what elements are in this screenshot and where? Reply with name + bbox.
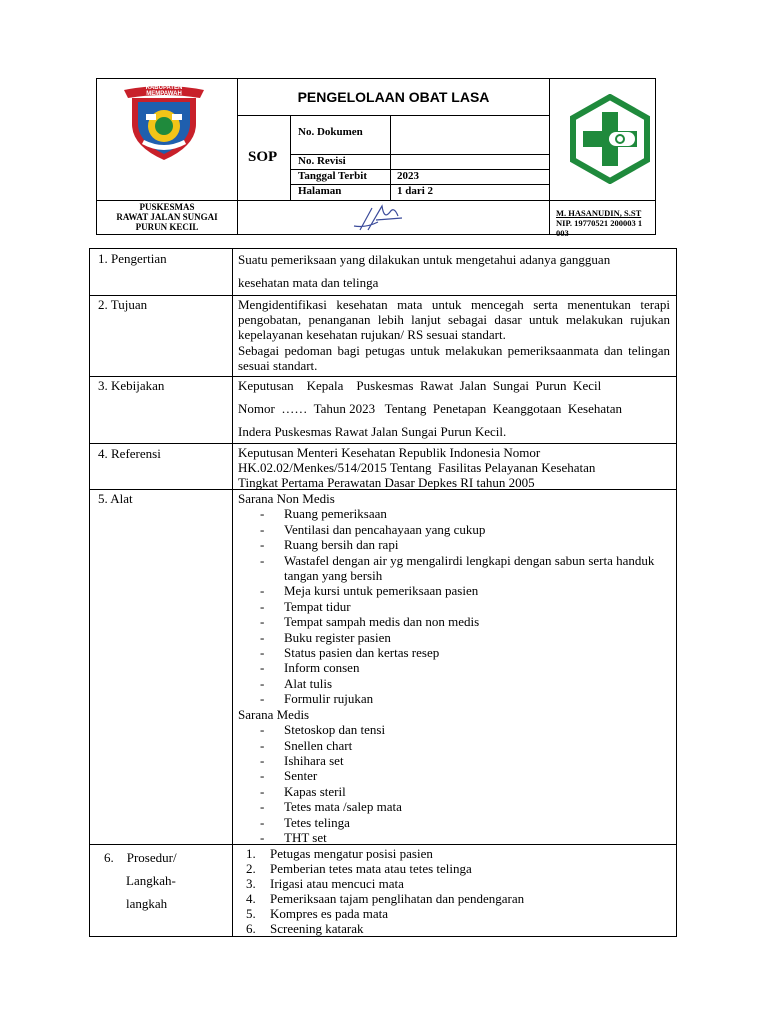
org-line-2: RAWAT JALAN SUNGAI — [116, 212, 218, 222]
tujuan-text-1: Mengidentifikasi kesehatan mata untuk mencegah serta menentukan terapi pengobatan, penanganan lebih lanjut sebagai dasar untuk melakukan rujukan kepelayanan kesehatan rujukan/ RS sesuai standart. — [238, 297, 670, 342]
meta-label-no-dokumen: No. Dokumen — [298, 126, 363, 138]
list-item: - Tempat tidur — [260, 598, 351, 614]
referensi-line-3: Tingkat Pertama Perawatan Dasar Depkes RI tahun 2005 — [238, 475, 535, 490]
list-item: - Buku register pasien — [260, 629, 391, 645]
list-item: - Meja kursi untuk pemeriksaan pasien — [260, 583, 479, 599]
sarana-non-medis-heading: Sarana Non Medis — [238, 491, 335, 506]
org-name — [97, 202, 237, 232]
label-referensi: 4. Referensi — [98, 446, 161, 461]
kebijakan-line-1: Keputusan Kepala Puskesmas Rawat Jalan Sungai Purun Kecil — [238, 378, 602, 393]
document-title: PENGELOLAAN OBAT LASA — [297, 89, 490, 105]
label-kebijakan: 3. Kebijakan — [98, 378, 165, 393]
list-item: - Tetes mata /salep mata — [260, 799, 402, 815]
label-alat: 5. Alat — [98, 491, 133, 506]
list-item: - Ishihara set — [260, 752, 344, 768]
list-item: 6. Screening katarak — [246, 921, 364, 936]
referensi-line-2: HK.02.02/Menkes/514/2015 Tentang Fasilitas Pelayanan Kesehatan — [238, 460, 596, 475]
label-pengertian: 1. Pengertian — [98, 251, 167, 266]
prosedur-list — [238, 846, 670, 936]
list-item: 5. Kompres es pada mata — [246, 906, 389, 921]
meta-label-no-revisi: No. Revisi — [298, 155, 346, 167]
kebijakan-line-3: Indera Puskesmas Rawat Jalan Sungai Purun Kecil. — [238, 424, 507, 439]
list-item: 1. Petugas mengatur posisi pasien — [246, 846, 433, 861]
kebijakan-line-2: Nomor …… Tahun 2023 Tentang Penetapan Keanggotaan Kesehatan — [238, 401, 622, 416]
signer-name: M. HASANUDIN, S.ST — [556, 208, 642, 218]
pengertian-line-1: Suatu pemeriksaan yang dilakukan untuk mengetahui adanya gangguan — [238, 252, 611, 267]
list-item: - Kapas steril — [260, 783, 346, 799]
referensi-line-1: Keputusan Menteri Kesehatan Republik Indonesia Nomor — [238, 445, 541, 460]
list-item: - Snellen chart — [260, 737, 353, 753]
sop-label: SOP — [248, 149, 278, 165]
list-item: - Alat tulis — [260, 675, 333, 691]
sarana-non-medis-list — [238, 506, 670, 706]
org-line-3: PURUN KECIL — [135, 222, 199, 232]
label-prosedur — [104, 846, 177, 915]
list-item: - Formulir rujukan — [260, 691, 374, 707]
list-item: - Ruang pemeriksaan — [260, 506, 387, 522]
label-tujuan: 2. Tujuan — [98, 297, 148, 312]
signature — [350, 202, 410, 234]
list-item: 2. Pemberian tetes mata atau tetes telinga — [246, 861, 472, 876]
sarana-medis-heading: Sarana Medis — [238, 706, 310, 722]
signer-nip: NIP. 19770521 200003 1 003 — [556, 218, 643, 238]
list-item: - Ventilasi dan pencahayaan yang cukup — [260, 521, 486, 537]
pengertian-line-2: kesehatan mata dan telinga — [238, 275, 379, 290]
org-line-1: PUSKESMAS — [139, 202, 195, 212]
signer-block — [556, 208, 656, 238]
meta-label-halaman: Halaman — [298, 185, 342, 197]
list-item: - Stetoskop dan tensi — [260, 722, 386, 738]
meta-label-tanggal-terbit: Tanggal Terbit — [298, 170, 367, 182]
sarana-medis-list — [238, 722, 670, 845]
tujuan-text-2: Sebagai pedoman bagi petugas untuk melakukan pemeriksaanmata dan telingan sesuai standart. — [238, 343, 670, 373]
list-item: - THT set — [260, 829, 327, 845]
list-item: - Tetes telinga — [260, 814, 350, 830]
prosedur-label-line-1: 6. Prosedur/ — [104, 850, 177, 865]
list-item: - Senter — [260, 768, 318, 784]
prosedur-label-line-3: langkah — [126, 896, 168, 911]
kabupaten-mempawah-logo — [122, 84, 206, 162]
list-item: - Status pasien dan kertas resep — [260, 645, 440, 661]
list-item: - Wastafel dengan air yg mengalirdi lengkapi dengan sabun serta handuk tangan yang bersih — [260, 552, 655, 584]
crest-banner-text: KABUPATEN MEMPAWAH — [145, 85, 183, 97]
prosedur-label-line-2: Langkah- — [126, 873, 176, 888]
meta-value-halaman: 1 dari 2 — [397, 185, 434, 197]
list-item: - Tempat sampah medis dan non medis — [260, 614, 480, 630]
list-item: - Inform consen — [260, 660, 360, 676]
meta-value-tanggal-terbit: 2023 — [397, 170, 419, 182]
list-item: 3. Irigasi atau mencuci mata — [246, 876, 404, 891]
puskesmas-logo — [569, 94, 651, 184]
list-item: - Ruang bersih dan rapi — [260, 537, 399, 553]
prosedur-steps — [238, 846, 670, 936]
list-item: 4. Pemeriksaan tajam penglihatan dan pendengaran — [246, 891, 525, 906]
alat-section — [238, 491, 670, 845]
